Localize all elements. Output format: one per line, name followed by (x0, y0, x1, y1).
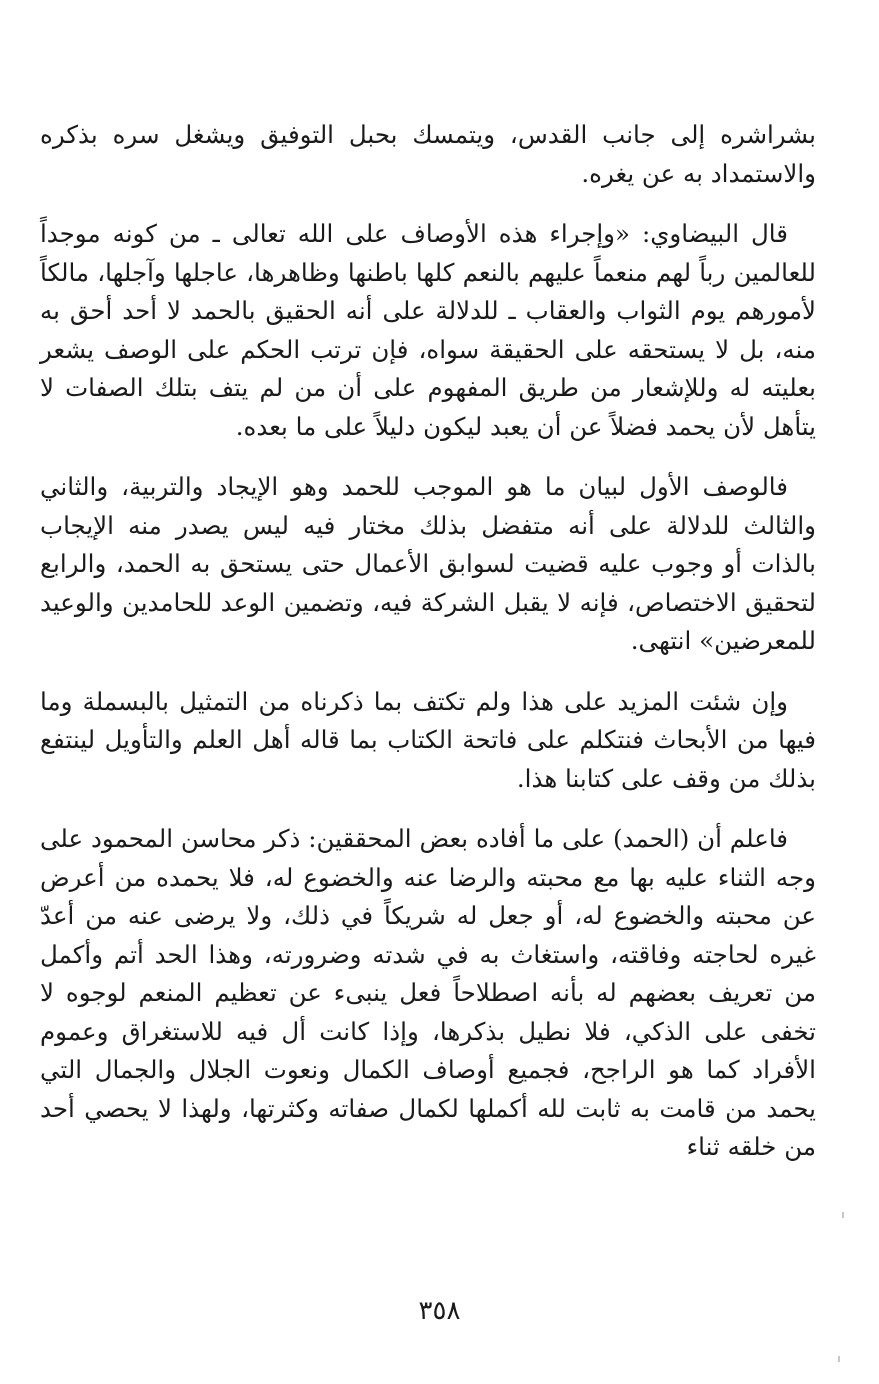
page-number: ٣٥٨ (418, 1296, 461, 1326)
scan-mark-margin (842, 1212, 844, 1218)
paragraph-5: فاعلم أن (الحمد) على ما أفاده بعض المحققين: ذكر محاسن المحمود على وجه الثناء عليه بها مع محبته والرضا عنه والخضوع له، فلا يحمده من أعرض عن محبته والخضوع له، أو جعل له شريكاً في ذلك، ولا يرضى عنه من أعدّ غيره لحاجته وفاقته، واستغاث به في شدته وضرورته، وهذا الحد أتم وأكمل من تعريف بعضهم له بأنه اصطلاحاً فعل ينبىء عن تعظيم المنعم لوجوه لا تخفى على الذكي، فلا نطيل بذكرها، وإذا كانت أل فيه للاستغراق وعموم الأفراد كما هو الراجح، فجميع أوصاف الكمال ونعوت الجلال والجمال التي يحمد من قامت به ثابت لله أكملها لكمال صفاته وكثرتها، ولهذا لا يحصي أحد من خلقه ثناء (40, 824, 816, 1161)
paragraph-3: فالوصف الأول لبيان ما هو الموجب للحمد وهو الإيجاد والتربية، والثاني والثالث للدلالة على أنه متفضل بذلك مختار فيه ليس يصدر منه الإيجاب بالذات أو وجوب عليه قضيت لسوابق الأعمال حتى يستحق به الحمد، والرابع لتحقيق الاختصاص، فإنه لا يقبل الشركة فيه، وتضمين الوعد للحامدين والوعيد للمعرضين» انتهى. (40, 472, 816, 655)
paragraph-4: وإن شئت المزيد على هذا ولم تكتف بما ذكرناه من التمثيل بالبسملة وما فيها من الأبحاث فنتكلم على فاتحة الكتاب بما قاله أهل العلم والتأويل لينتفع بذلك من وقف على كتابنا هذا. (40, 686, 816, 793)
scan-mark-bottom (838, 1356, 840, 1362)
paragraph-1: بشراشره إلى جانب القدس، ويتمسك بحبل التوفيق ويشغل سره بذكره والاستمداد به عن يغره. (40, 120, 816, 188)
paragraph-2: قال البيضاوي: «وإجراء هذه الأوصاف على الله تعالى ـ من كونه موجداً للعالمين رباً لهم منعماً عليهم بالنعم كلها باطنها وظاهرها، عاجلها وآجلها، مالكاً لأمورهم يوم الثواب والعقاب ـ للدلالة على أنه الحقيق بالحمد لا أحد أحق به منه، بل لا يستحقه على الحقيقة سواه، فإن ترتب الحكم على الوصف يشعر بعليته له وللإشعار من طريق المفهوم على أن من لم يتف بتلك الصفات لا يتأهل لأن يحمد فضلاً عن أن يعبد ليكون دليلاً على ما بعده. (40, 219, 816, 441)
page-body (40, 116, 816, 1167)
